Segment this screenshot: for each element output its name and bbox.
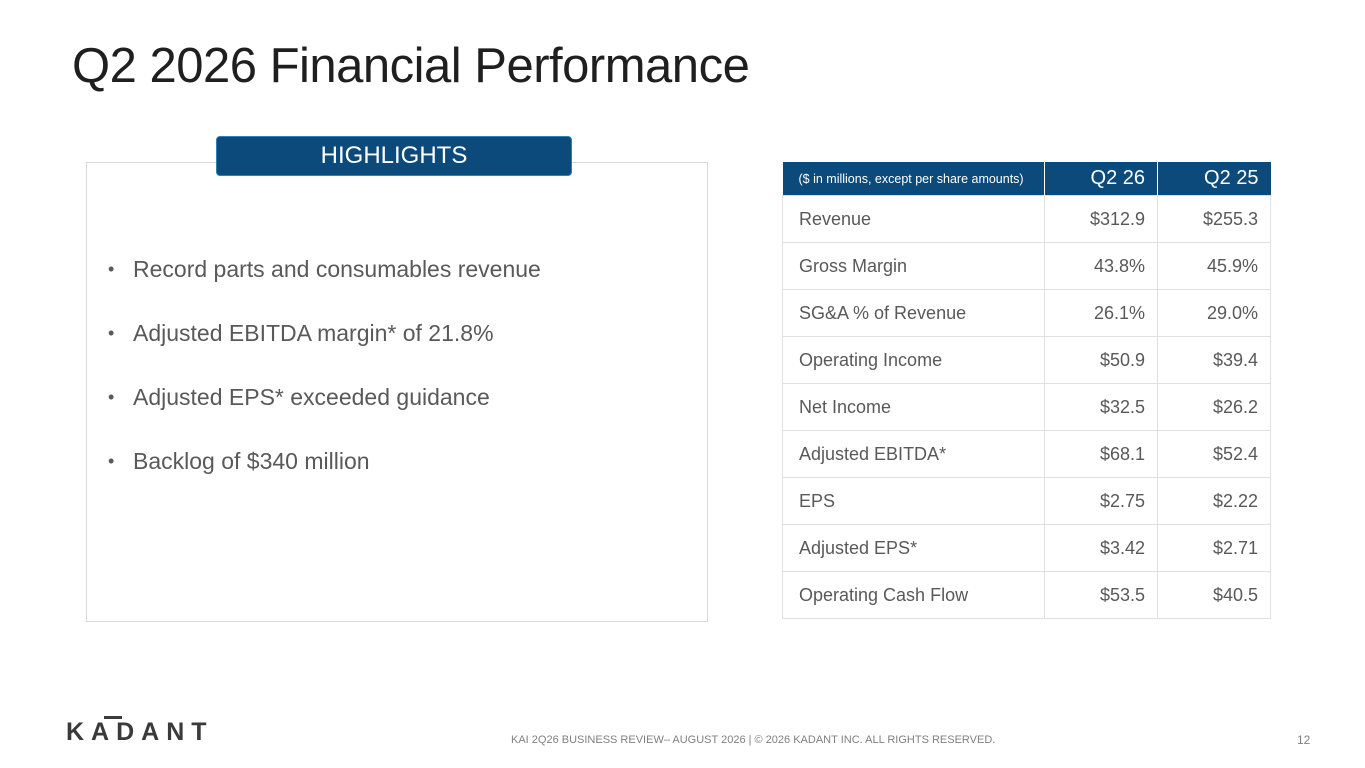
column-header-q2-25: Q2 25 — [1158, 162, 1271, 196]
highlight-text: Adjusted EPS* exceeded guidance — [133, 384, 490, 410]
row-label: Operating Cash Flow — [783, 572, 1045, 619]
highlight-text: Adjusted EBITDA margin* of 21.8% — [133, 320, 494, 346]
cell-value: 45.9% — [1158, 243, 1271, 290]
column-header-q2-26: Q2 26 — [1045, 162, 1158, 196]
bullet-icon: • — [108, 259, 115, 279]
highlights-header: HIGHLIGHTS — [216, 136, 572, 176]
cell-value: 43.8% — [1045, 243, 1158, 290]
cell-value: $2.71 — [1158, 525, 1271, 572]
bullet-icon: • — [108, 323, 115, 343]
table-row — [783, 337, 1271, 384]
row-label: SG&A % of Revenue — [783, 290, 1045, 337]
cell-value: 26.1% — [1045, 290, 1158, 337]
row-label: Gross Margin — [783, 243, 1045, 290]
table-row — [783, 243, 1271, 290]
table-header-row — [783, 162, 1271, 196]
row-label: Adjusted EBITDA* — [783, 431, 1045, 478]
row-label: Adjusted EPS* — [783, 525, 1045, 572]
cell-value: $52.4 — [1158, 431, 1271, 478]
row-label: Revenue — [783, 196, 1045, 243]
footer-text: KAI 2Q26 BUSINESS REVIEW– AUGUST 2026 | © 2026 KADANT INC. ALL RIGHTS RESERVED. — [511, 734, 996, 746]
unit-label: ($ in millions, except per share amounts) — [783, 162, 1045, 196]
row-label: Operating Income — [783, 337, 1045, 384]
bullet-icon: • — [108, 451, 115, 471]
highlight-text: Record parts and consumables revenue — [133, 256, 541, 282]
cell-value: $53.5 — [1045, 572, 1158, 619]
cell-value: $26.2 — [1158, 384, 1271, 431]
bullet-icon: • — [108, 387, 115, 407]
highlight-item — [108, 378, 541, 442]
cell-value: $312.9 — [1045, 196, 1158, 243]
cell-value: 29.0% — [1158, 290, 1271, 337]
cell-value: $255.3 — [1158, 196, 1271, 243]
highlight-item — [108, 314, 541, 378]
cell-value: $39.4 — [1158, 337, 1271, 384]
table-row — [783, 478, 1271, 525]
table-row — [783, 525, 1271, 572]
highlight-text: Backlog of $340 million — [133, 448, 370, 474]
page-number: 12 — [1297, 733, 1311, 747]
cell-value: $2.75 — [1045, 478, 1158, 525]
table-row — [783, 572, 1271, 619]
row-label: EPS — [783, 478, 1045, 525]
company-logo: KADANT — [66, 718, 214, 746]
row-label: Net Income — [783, 384, 1045, 431]
cell-value: $68.1 — [1045, 431, 1158, 478]
cell-value: $50.9 — [1045, 337, 1158, 384]
cell-value: $2.22 — [1158, 478, 1271, 525]
table-row — [783, 196, 1271, 243]
table-row — [783, 384, 1271, 431]
table-row — [783, 431, 1271, 478]
financial-table — [782, 162, 1271, 619]
page-title: Q2 2026 Financial Performance — [72, 39, 750, 93]
cell-value: $3.42 — [1045, 525, 1158, 572]
cell-value: $32.5 — [1045, 384, 1158, 431]
table-row — [783, 290, 1271, 337]
highlights-list — [108, 250, 541, 506]
highlight-item — [108, 250, 541, 314]
cell-value: $40.5 — [1158, 572, 1271, 619]
highlight-item — [108, 442, 541, 506]
